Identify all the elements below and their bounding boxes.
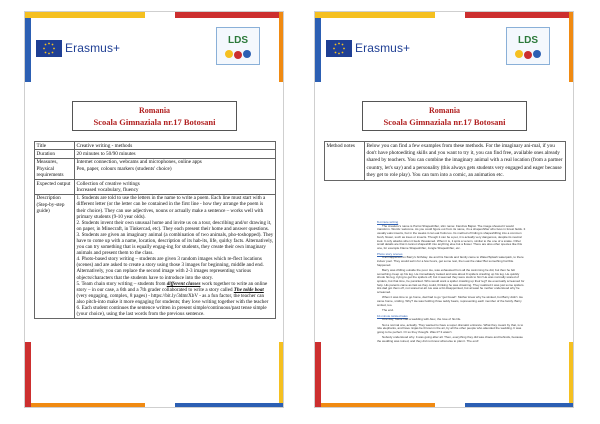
row-value: Below you can find a few examples from these methods. For the imaginary ani-mal, if you don't have photoediting skills and you want to try it, you can find free, available ones already shared by teachers. You can combine the imaginary animal with a real location (from a partner country, let's say) and a personality (this always gets students very engaged and eager because they get to role play). You can turn into a comic, an animation etc. <box>365 142 566 181</box>
school-title: Scoala Gimnaziala nr.17 Botosani <box>383 117 506 127</box>
row-key: Method notes <box>325 142 365 181</box>
corner-bar-blue <box>25 12 31 82</box>
story-title-link[interactable]: The tolde boat <box>233 286 264 293</box>
lds-logo <box>216 27 260 65</box>
example-text: Barry was chilling outside the pool. He, was exhausted from all the swimming he did, but then he felt something creep up his leg. He immediately looked and saw about 9 spiders crawling up his leg. He quickly shook his leg, trying to get the spiders off, but it seemed they were stuck to him! He was normally scared of spiders, but that time, he panicked. Who would want a spider crawling up their leg? He eventually screamed for help. His parents came as fast as they could, thinking he was drowning. They realized it was just some spiders. His dad got them off, not scared at all. He was a bit disappointed, but at least he mother understood why he screamed. <box>377 267 525 295</box>
bottom-bar-blue <box>175 403 284 408</box>
step-5 <box>77 281 274 305</box>
left-page <box>24 11 284 408</box>
svg-text:LDS: LDS <box>228 35 248 46</box>
step-4: 4. Photo-based story writing – students are given 3 random images which re-flect locations (scenes) and are asked to create a story using those 3 images for beginning, middle and end. Alternatively, you can replace the second image with 2-3 images representing various objects/characters that the students have to introduce into the story. <box>76 256 264 281</box>
table-row-description <box>35 194 276 318</box>
step-5-text: work together to write an online story – in our case, a 6th and a 7th grader collaborated to write a story called <box>76 280 268 293</box>
row-key: Duration <box>35 150 75 158</box>
example-text: Not a normal one, actually. They wanted to have a super dramatic entrance. What they meant by that, is to ride elephants, and have ninjas be thrown in the air, by all the other people who attended the wedding. It was going to be perfect. Or so they thought. Was it? It wasn't. <box>377 322 524 334</box>
row-value: Collection of creative writings Increased vocabulary, fluency <box>75 180 276 195</box>
erasmus-logo-text: Erasmus+ <box>355 41 411 55</box>
student-examples <box>377 219 527 345</box>
table-row <box>35 180 276 195</box>
row-key: Expected output <box>35 180 75 195</box>
example-text: One day, Steve had a wedding with Alex, the love of his life. <box>382 317 462 322</box>
row-value: Creative writing - methods <box>75 142 276 150</box>
corner-bar-yellow <box>25 12 145 18</box>
example-text: The creature's name is Parrot Shapeshifter, slim name: Fandrus Bajrat. The image showed it would transform. Words: welcome. As you could figure out from its name, it's a shapeshifter who lives in forest fields. It usually eats insects, but in the weeks it can eat fruits too. Its method of hiding is shapeshifting into a common bush, flower, such as trees or insects. Though it can be a pet, it is actually very dangerous, despite its neutral look. It only attacks when it feels threatened. When it is, it spits a venom, similar to the one of a snake. Other small details are that it cannot shapeshift into anything else but a flower. There are also other species like this one, for example Flame Shapeshifter, Jungle Shapeshifter, etc. <box>377 223 526 250</box>
svg-text:LDS: LDS <box>518 35 538 46</box>
step-6: 6. Each student continues the sentence written in present simple/continuous/past tense simple (your choice), using the last words from the previous sentence. <box>76 305 267 318</box>
example-text: When it was time to go home, dad had to go "get bread". Mother knew why he winked, but Barry didn't. He came home, smiling. Why? He was holding three teddy bears, representing each member of the family. Barry smiled, too. <box>377 295 523 307</box>
method-notes-table <box>324 141 566 181</box>
activity-table <box>34 141 276 319</box>
example-text: The end. <box>382 307 394 312</box>
table-row <box>35 142 276 150</box>
corner-bar-red <box>465 12 574 18</box>
table-row <box>35 150 276 158</box>
row-key: Title <box>35 142 75 150</box>
step-5-text: 5. Team chain story writing – students from <box>76 280 167 287</box>
corner-bar-blue <box>315 12 321 82</box>
bottom-bar-blue <box>465 403 574 408</box>
bottom-bar-red <box>315 342 321 408</box>
erasmus-logo-text: Erasmus+ <box>65 41 121 55</box>
lds-logo <box>506 27 550 65</box>
country-title: Romania <box>428 106 461 115</box>
row-value: 20 minutes to 50/90 minutes <box>75 150 276 158</box>
example-text: It all happened on Barry's birthday. He and his friends and family came to Water/Splash waterpark, to there indoor pool. They would swim for a few hours, get some rest, then eat the cake! But something horrible happened. <box>377 255 524 267</box>
bottom-bar-orange <box>25 403 145 408</box>
row-value: Internet connection, webcams and microphones, online apps Pen, paper, colours markers (students' choice) <box>75 158 276 179</box>
bottom-bar-red <box>25 342 31 408</box>
step-3: 3. Students are given an imaginary animal (a combination of two animals, pho-toshopped). They have to come up with a name, location, description of its hab-its, life, quirky facts. Alternatively, you can try something that is equally engag-ing for students, they create their own imaginary animals and present them to the class. <box>76 231 274 257</box>
example-heading: Photo story scenes <box>377 251 403 256</box>
example-heading: 10-minute twisted tales <box>377 313 408 318</box>
country-title: Romania <box>138 106 171 115</box>
example-text: Nobody understood why. It was going after all. Then, everything they did was chaos and behinds, because the wedding was ruined, and they did not know what else to plan it. The end! <box>377 335 523 343</box>
eu-flag-icon <box>36 40 62 57</box>
table-row <box>325 142 566 181</box>
example-heading: 8-minute writing <box>377 220 399 224</box>
corner-bar-orange <box>279 12 284 82</box>
eu-flag-icon <box>326 40 352 57</box>
school-title-box <box>72 101 237 131</box>
school-title: Scoala Gimnaziala nr.17 Botosani <box>93 117 216 127</box>
right-page <box>314 11 574 408</box>
row-key: Measures, Physical requirements <box>35 158 75 179</box>
step-5-text: (very engaging, complex, 8 pages) - https://bit.ly/3dmrXbV - as a fun factor, the teacher can also pitch-into make it more engaging for students; they love writing together with the teacher <box>76 292 269 305</box>
row-key: Description (Step-by-step guide) <box>35 194 75 318</box>
step-2: 2. Students invent their own unusual home and invite us on a tour, describing and/or drawing it, on paper, in Minecraft, in Tinkercad, etc). They each present their home and answer questions. <box>76 219 272 232</box>
bottom-bar-orange <box>315 403 435 408</box>
table-row <box>35 158 276 179</box>
corner-bar-yellow <box>315 12 435 18</box>
corner-bar-orange <box>569 12 574 82</box>
bottom-bar-yellow <box>279 342 284 408</box>
step-1: 1. Students are told to use the letters in the name to write a poem. Each line must start with a different letter (or the letter can be contained in the first line - how they arrange the poem is their choice). They can use adjectives, nouns or actually make a sentence – works well with primary students (9-10 year olds). <box>76 195 266 220</box>
description-cell <box>75 194 276 318</box>
bottom-bar-yellow <box>569 342 574 408</box>
step-5-emphasis: different classes <box>166 280 201 287</box>
school-title-box <box>362 101 527 131</box>
corner-bar-red <box>175 12 284 18</box>
